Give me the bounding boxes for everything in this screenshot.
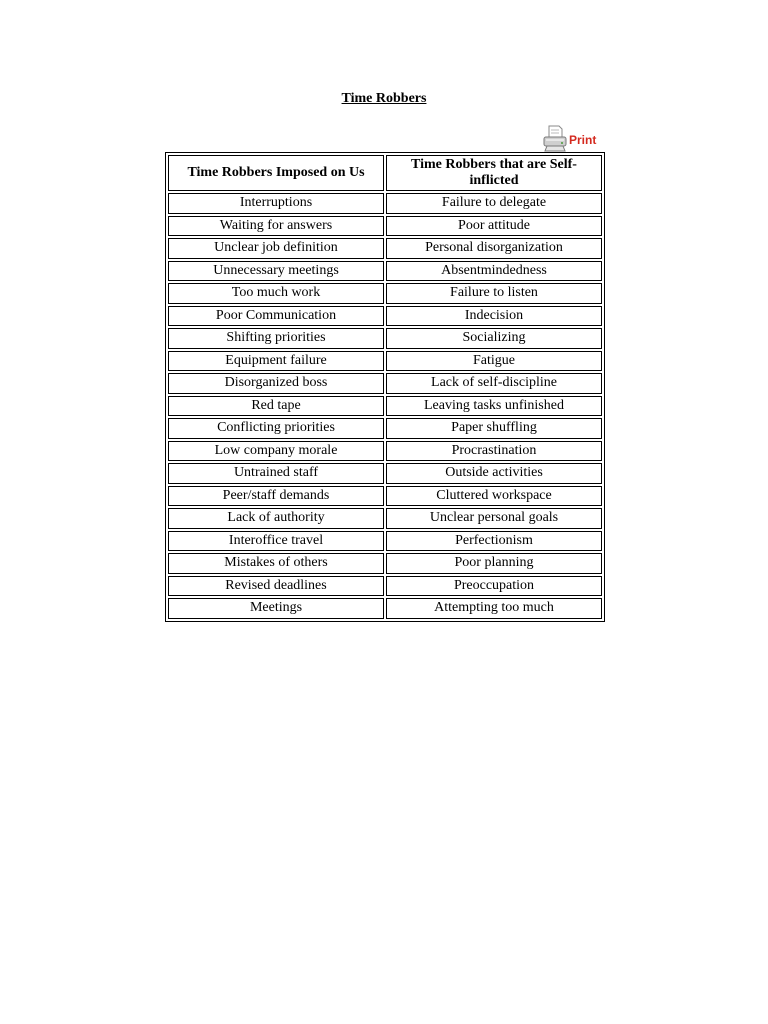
imposed-cell: Untrained staff xyxy=(168,463,384,484)
imposed-cell: Unnecessary meetings xyxy=(168,261,384,282)
self-inflicted-cell: Failure to delegate xyxy=(386,193,602,214)
self-inflicted-cell: Cluttered workspace xyxy=(386,486,602,507)
imposed-cell: Shifting priorities xyxy=(168,328,384,349)
imposed-cell: Lack of authority xyxy=(168,508,384,529)
imposed-cell: Conflicting priorities xyxy=(168,418,384,439)
imposed-cell: Too much work xyxy=(168,283,384,304)
imposed-cell: Red tape xyxy=(168,396,384,417)
self-inflicted-cell: Perfectionism xyxy=(386,531,602,552)
self-inflicted-cell: Absentmindedness xyxy=(386,261,602,282)
table-row xyxy=(168,193,602,214)
imposed-cell: Peer/staff demands xyxy=(168,486,384,507)
table-row xyxy=(168,463,602,484)
self-inflicted-cell: Unclear personal goals xyxy=(386,508,602,529)
imposed-cell: Meetings xyxy=(168,598,384,619)
imposed-cell: Revised deadlines xyxy=(168,576,384,597)
table-row xyxy=(168,261,602,282)
table-row xyxy=(168,283,602,304)
imposed-cell: Disorganized boss xyxy=(168,373,384,394)
self-inflicted-cell: Poor planning xyxy=(386,553,602,574)
imposed-cell: Equipment failure xyxy=(168,351,384,372)
self-inflicted-cell: Outside activities xyxy=(386,463,602,484)
imposed-cell: Poor Communication xyxy=(168,306,384,327)
self-inflicted-cell: Leaving tasks unfinished xyxy=(386,396,602,417)
self-inflicted-cell: Lack of self-discipline xyxy=(386,373,602,394)
self-inflicted-cell: Personal disorganization xyxy=(386,238,602,259)
table-row xyxy=(168,576,602,597)
table-row xyxy=(168,553,602,574)
self-inflicted-cell: Poor attitude xyxy=(386,216,602,237)
self-inflicted-cell: Indecision xyxy=(386,306,602,327)
table-row xyxy=(168,441,602,462)
table-row xyxy=(168,531,602,552)
page-title: Time Robbers xyxy=(341,91,427,106)
imposed-cell: Unclear job definition xyxy=(168,238,384,259)
printer-icon xyxy=(542,124,568,154)
table-row xyxy=(168,598,602,619)
table-row xyxy=(168,418,602,439)
table-row xyxy=(168,216,602,237)
table-row xyxy=(168,396,602,417)
table-row xyxy=(168,486,602,507)
table-row xyxy=(168,351,602,372)
self-inflicted-cell: Preoccupation xyxy=(386,576,602,597)
table-row xyxy=(168,306,602,327)
header-self-inflicted: Time Robbers that are Self-inflicted xyxy=(386,155,602,191)
table-row xyxy=(168,508,602,529)
imposed-cell: Mistakes of others xyxy=(168,553,384,574)
time-robbers-table xyxy=(165,152,605,622)
print-label: Print xyxy=(569,133,597,147)
self-inflicted-cell: Attempting too much xyxy=(386,598,602,619)
table-row xyxy=(168,373,602,394)
imposed-cell: Waiting for answers xyxy=(168,216,384,237)
imposed-cell: Low company morale xyxy=(168,441,384,462)
imposed-cell: Interoffice travel xyxy=(168,531,384,552)
self-inflicted-cell: Procrastination xyxy=(386,441,602,462)
self-inflicted-cell: Fatigue xyxy=(386,351,602,372)
self-inflicted-cell: Failure to listen xyxy=(386,283,602,304)
table-row xyxy=(168,238,602,259)
imposed-cell: Interruptions xyxy=(168,193,384,214)
table-row xyxy=(168,328,602,349)
self-inflicted-cell: Paper shuffling xyxy=(386,418,602,439)
self-inflicted-cell: Socializing xyxy=(386,328,602,349)
header-imposed: Time Robbers Imposed on Us xyxy=(168,155,384,191)
table-header-row xyxy=(168,155,602,191)
time-robbers-table-container xyxy=(165,152,605,622)
print-button[interactable] xyxy=(542,124,596,154)
